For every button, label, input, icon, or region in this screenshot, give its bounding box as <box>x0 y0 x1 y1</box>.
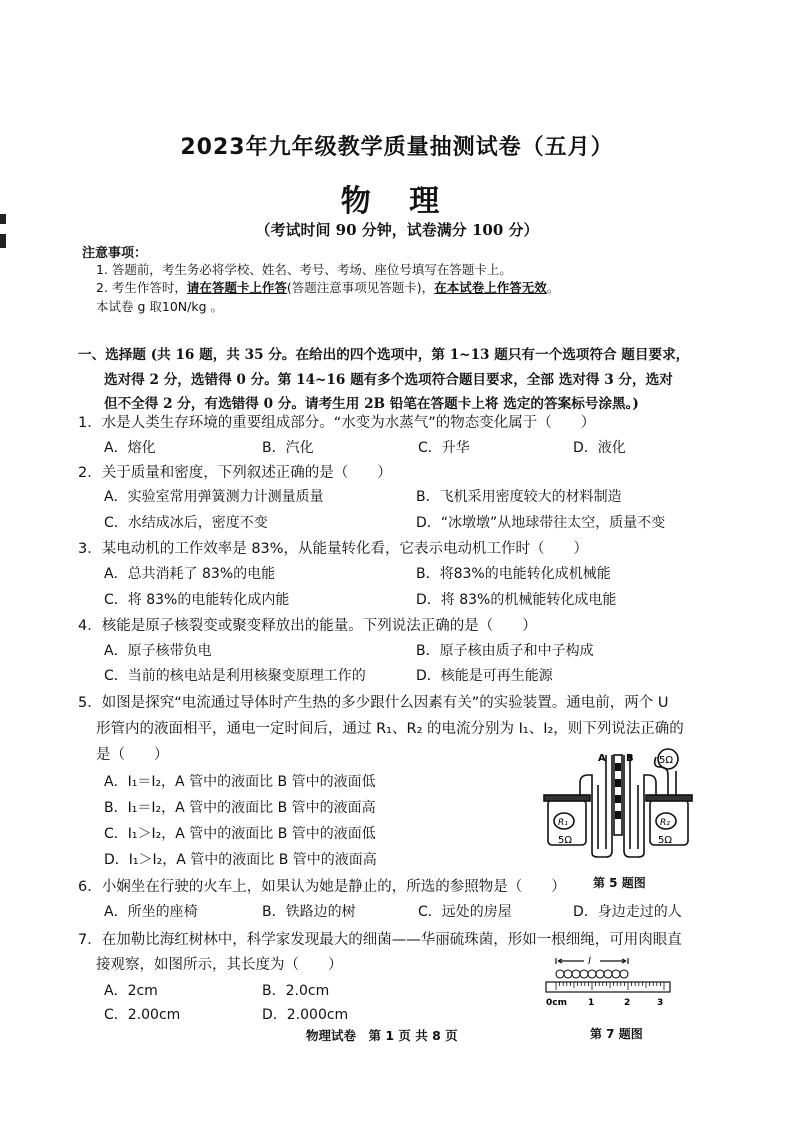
question-7-figure <box>544 950 674 1010</box>
right-container-lid <box>646 795 692 801</box>
u-tube-a-inner <box>598 755 606 849</box>
question-1-stem: 1．水是人类生存环境的重要组成部分。“水变为水蒸气”的物态变化属于（ ） <box>78 415 596 431</box>
question-4-option-d: D．核能是可再生能源 <box>416 668 553 684</box>
question-5-figure <box>540 745 700 860</box>
question-1-option-d: D．液化 <box>573 440 626 456</box>
figure-7-caption: 第 7 题图 <box>590 1027 643 1041</box>
left-container-lid <box>544 795 590 801</box>
ruler-tick-3: 3 <box>657 998 664 1008</box>
question-3-option-d: D．将 83%的机械能转化成电能 <box>416 592 617 608</box>
question-4-option-a: A．原子核带负电 <box>104 643 212 659</box>
ruler-tick-0: 0cm <box>546 998 567 1008</box>
question-7-option-a: A．2cm <box>104 983 158 999</box>
note-item-2-bold2: 在本试卷上作答无效 <box>434 280 547 295</box>
res-top-label: 5Ω <box>659 755 674 766</box>
question-6-option-c: C．远处的房屋 <box>418 904 512 920</box>
question-3-stem: 3．某电动机的工作效率是 83%，从能量转化看，它表示电动机工作时（ ） <box>78 541 589 557</box>
u-tube-a <box>580 755 612 857</box>
bacteria-segment <box>580 970 588 978</box>
bacteria-segment <box>596 970 604 978</box>
question-7-line-2: 接观察，如图所示，其长度为（ ） <box>96 957 343 973</box>
ruler-tick-2: 2 <box>624 998 631 1008</box>
exam-info: （考试时间 90 分钟，试卷满分 100 分） <box>255 221 539 239</box>
figure-5-caption: 第 5 题图 <box>593 876 646 890</box>
section-1-line-2: 选对得 2 分，选错得 0 分。第 14~16 题有多个选项符合题目要求，全部 选对得 3 分，选对 <box>104 372 673 388</box>
res-right-label: 5Ω <box>658 835 673 846</box>
scale-mark <box>615 763 621 771</box>
note-item-2-suffix: 。 <box>546 280 560 295</box>
ruler-tick-1: 1 <box>588 998 595 1008</box>
note-item-3: 本试卷 g 取10N/kg 。 <box>96 299 223 314</box>
bacteria-segment <box>572 970 580 978</box>
bacteria-segment <box>620 970 628 978</box>
question-7-option-d: D．2.000cm <box>262 1007 349 1023</box>
page-title: 2023年九年级教学质量抽测试卷（五月） <box>180 135 614 160</box>
question-4-option-b: B．原子核由质子和中子构成 <box>416 643 594 659</box>
question-5-option-a: A．I₁＝I₂，A 管中的液面比 B 管中的液面低 <box>104 774 376 790</box>
page-footer: 物理试卷 第 1 页 共 8 页 <box>306 1028 458 1043</box>
question-2-stem: 2．关于质量和密度，下列叙述正确的是（ ） <box>78 465 392 481</box>
ruler-body <box>546 982 670 992</box>
note-item-2 <box>96 278 559 296</box>
question-2-option-d: D．“冰墩墩”从地球带往太空，质量不变 <box>416 515 666 531</box>
question-3-option-b: B．将83%的电能转化成机械能 <box>416 566 611 582</box>
question-7-line-1: 7．在加勒比海红树林中，科学家发现最大的细菌——华丽硫珠菌，形如一根细绳，可用肉眼直 <box>78 932 682 948</box>
question-6-option-d: D．身边走过的人 <box>573 904 682 920</box>
question-1-option-c: C．升华 <box>418 440 470 456</box>
u-tube-b-inner <box>630 755 638 849</box>
length-label: l <box>588 956 591 967</box>
question-6-option-a: A．所坐的座椅 <box>104 904 198 920</box>
question-5-line-2: 形管内的液面相平，通电一定时间后，通过 R₁、R₂ 的电流分别为 I₁、I₂，则下列说法正确的 <box>96 721 684 737</box>
r2-label: R₂ <box>660 818 670 828</box>
bacteria-segment <box>604 970 612 978</box>
res-left-label: 5Ω <box>558 835 573 846</box>
note-item-2-prefix: 2. 考生作答时， <box>96 280 187 295</box>
question-6-stem: 6．小娴坐在行驶的火车上，如果认为她是静止的，所选的参照物是（ ） <box>78 879 566 895</box>
question-2-option-c: C．水结成冰后，密度不变 <box>104 515 268 531</box>
subject-title: 物 理 <box>340 184 454 219</box>
question-5-option-d: D．I₁＞I₂，A 管中的液面比 B 管中的液面高 <box>104 852 377 868</box>
bacteria-segment <box>556 970 564 978</box>
question-5-line-1: 5．如图是探究“电流通过导体时产生热的多少跟什么因素有关”的实验装置。通电前，两个 U <box>78 695 669 711</box>
scale-mark <box>615 779 621 787</box>
bacteria-segment <box>612 970 620 978</box>
question-7-option-b: B．2.0cm <box>262 983 330 999</box>
scale-mark <box>615 811 621 819</box>
question-5-option-b: B．I₁＝I₂，A 管中的液面比 B 管中的液面高 <box>104 800 376 816</box>
question-4-option-c: C．当前的核电站是利用核聚变原理工作的 <box>104 668 366 684</box>
question-5-line-3: 是（ ） <box>96 747 169 763</box>
question-6-option-b: B．铁路边的树 <box>262 904 356 920</box>
notes-title: 注意事项： <box>82 246 148 261</box>
question-7-option-c: C．2.00cm <box>104 1007 181 1023</box>
question-1-option-b: B．汽化 <box>262 440 314 456</box>
bacteria-segment <box>564 970 572 978</box>
question-3-option-c: C．将 83%的电能转化成内能 <box>104 592 290 608</box>
bacteria-segment <box>588 970 596 978</box>
note-item-2-bold1: 请在答题卡上作答 <box>186 280 287 295</box>
tube-label-b: B <box>626 753 634 764</box>
note-item-2-mid: (答题注意事项见答题卡)， <box>286 280 435 295</box>
tube-label-a: A <box>598 753 606 764</box>
scale-mark <box>615 795 621 803</box>
u-tube-b <box>624 755 656 857</box>
question-4-stem: 4．核能是原子核裂变或聚变释放出的能量。下列说法正确的是（ ） <box>78 618 537 634</box>
section-1-line-1: 一、选择题 (共 16 题，共 35 分。在给出的四个选项中，第 1~13 题只有一个选项符合 题目要求， <box>78 347 690 363</box>
question-3-option-a: A．总共消耗了 83%的电能 <box>104 566 276 582</box>
note-item-1: 1. 答题前，考生务必将学校、姓名、考号、考场、座位号填写在答题卡上。 <box>96 262 512 277</box>
question-1-option-a: A．熔化 <box>104 440 156 456</box>
question-5-option-c: C．I₁＞I₂，A 管中的液面比 B 管中的液面低 <box>104 826 376 842</box>
section-1-line-3: 但不全得 2 分，有选错得 0 分。请考生用 2B 铅笔在答题卡上将 选定的答案标号涂黑。) <box>104 396 639 412</box>
question-2-option-a: A．实验室常用弹簧测力计测量质量 <box>104 489 324 505</box>
r1-label: R₁ <box>558 818 568 828</box>
question-2-option-b: B．飞机采用密度较大的材料制造 <box>416 489 622 505</box>
